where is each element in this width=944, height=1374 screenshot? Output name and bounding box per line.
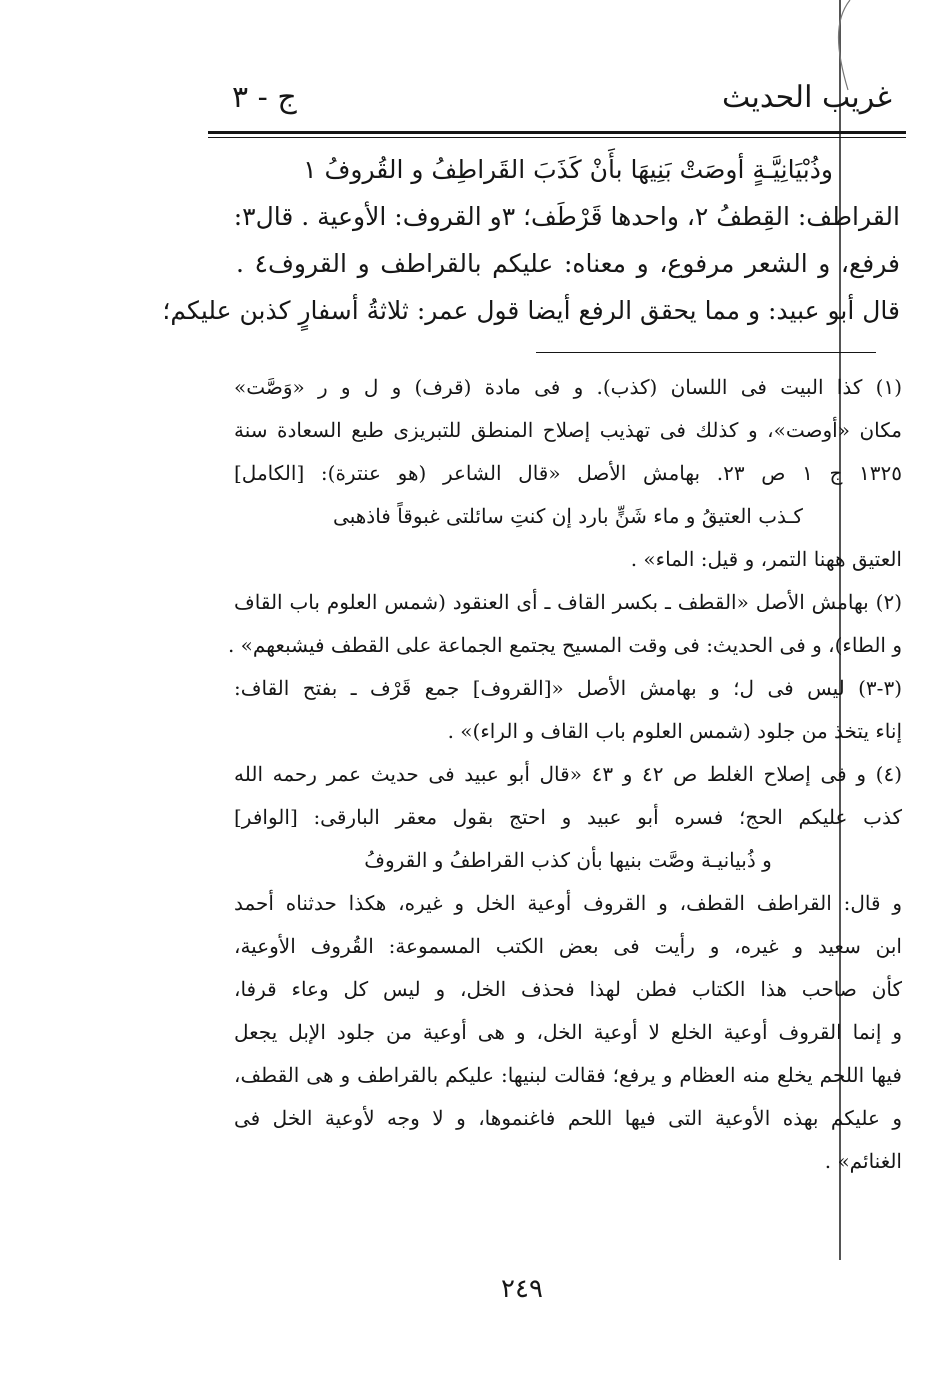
footnote-line: (١) كذا البيت فى اللسان (كذب). و فى مادة (قرف) و ل و ر «وَصَّت» <box>234 375 902 399</box>
header-rule <box>208 131 906 134</box>
footnote-line: كأن صاحب هذا الكتاب فطن لهذا فحذف الخل، و ليس كل وعاء قرفا، <box>234 977 902 1001</box>
volume-number: ج - ٣ <box>232 80 297 115</box>
page-header <box>232 80 892 128</box>
footnote-verse: و ذُبيانيـة وصَّت بنيها بأن كذب القراطفُ و القروفُ <box>364 848 772 872</box>
main-text <box>162 146 900 334</box>
main-line: قال أبو عبيد: و مما يحقق الرفع أيضا قول عمر: ثلاثةُ أسفارٍ كذبن عليكم؛ <box>162 296 900 325</box>
footnote-line: و الطاء)، و فى الحديث: فى وقت المسيح يجتمع الجماعة على القطف فيشبعهم» . <box>227 633 902 657</box>
footnote-line: فيها اللحم يخلع منه العظام و يرفع؛ فقالت لبنيها: عليكم بالقراطف و هى القطف، <box>234 1063 902 1087</box>
footnote-separator <box>536 352 876 353</box>
page-number: ٢٤٩ <box>501 1274 543 1304</box>
main-line: القراطف: القِطفُ ٢، واحدها قَرْطَف؛ ٣و القروف: الأوعية . قال٣: <box>233 202 900 231</box>
footnote-line: إناء يتخذ من جلود (شمس العلوم باب القاف و الراء)» . <box>447 719 902 743</box>
footnote-line: العتيق ههنا التمر، و قيل: الماء» . <box>630 547 902 571</box>
footnote-line: و عليكم بهذه الأوعية التى فيها اللحم فاغنموها، و لا وجه لأوعية الخل فى <box>234 1106 902 1130</box>
footnote-verse: كـذب العتيقُ و ماء شَنٍّ بارد إن كنتِ سائلتى غبوقاً فاذهبى <box>333 504 803 528</box>
footnote-line: (٤) و فى إصلاح الغلط ص ٤٢ و ٤٣ «قال أبو عبيد فى حديث عمر رحمه الله <box>234 762 903 786</box>
footnote-line: و إنما القروف أوعية الخلع لا أوعية الخل، و هى أوعية من جلود الإبل يجعل <box>234 1020 902 1044</box>
footnotes <box>227 366 903 1183</box>
footnote-line: ١٣٢٥ ج ١ ص ٢٣. بهامش الأصل «قال الشاعر (هو عنترة): [الكامل] <box>234 461 903 485</box>
footnote-line: الغنائم» . <box>824 1149 902 1173</box>
footnote-line: و قال: القراطف القطف، و القروف أوعية الخل و غيره، هكذا حدثناه أحمد <box>234 891 902 915</box>
footnote-line: (٣-٣) ليس فى ل؛ و بهامش الأصل «[القروف] جمع قَرْف ـ بفتح القاف: <box>234 676 902 700</box>
footnote-line: (٢) بهامش الأصل «القطف ـ بكسر القاف ـ أى العنقود (شمس العلوم باب القاف <box>234 590 902 614</box>
footnote-line: كذب عليكم الحج؛ فسره أبو عبيد و احتج بقول معقر البارقى: [الوافر] <box>234 805 902 829</box>
footnote-line: مكان «أوصت»، و كذلك فى تهذيب إصلاح المنطق للتبريزى طبع السعادة سنة <box>234 418 902 442</box>
running-title: غريب الحديث <box>722 80 892 115</box>
main-line: وذُبْيَانِيَّـةٍ أوصَتْ بَنِيهَا بأَنْ كَذَبَ القَراطِفُ و القُروفُ ١ <box>303 155 833 184</box>
header-rule-thin <box>208 137 906 138</box>
scan-curve <box>826 0 866 90</box>
main-line: فرفع، و الشعر مرفوع، و معناه: عليكم بالقراطف و القروف٤ . <box>236 249 900 278</box>
footnote-line: ابن سعيد و غيره، و رأيت فى بعض الكتب المسموعة: القُروف الأوعية، <box>234 934 902 958</box>
